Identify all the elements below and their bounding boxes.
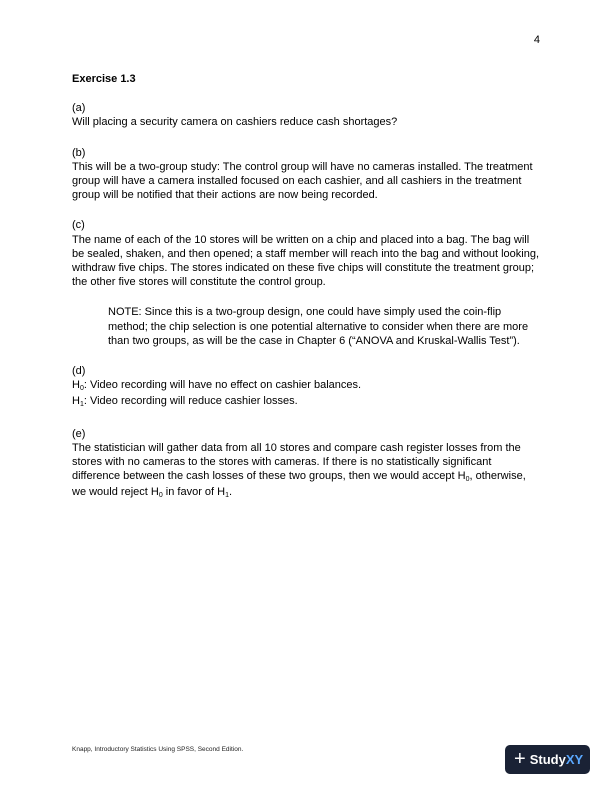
exercise-title: Exercise 1.3 — [72, 73, 136, 85]
section-d — [72, 364, 542, 411]
section-e-text-part4: . — [229, 486, 233, 499]
h1-subscript: 1 — [79, 401, 84, 409]
section-c-note: NOTE: Since this is a two-group design, one could have simply used the coin-flip method; the chip selection is one potential alternative to consider when there are more than two groups, as will be the case in Chapter 6 (“ANOVA and Kruskal-Wallis Test”). — [108, 306, 529, 347]
h1-symbol: H — [72, 395, 80, 408]
section-a-text: Will placing a security camera on cashiers reduce cash shortages? — [72, 116, 398, 129]
brand-main: Study — [529, 752, 566, 767]
section-e-label: (e) — [72, 427, 86, 440]
section-b — [72, 146, 542, 203]
section-b-label: (b) — [72, 146, 86, 159]
h0-text: : Video recording will have no effect on cashier balances. — [83, 379, 362, 392]
section-e-sub1: 0 — [465, 476, 470, 484]
document-body — [72, 72, 542, 502]
null-hypothesis — [72, 378, 542, 394]
section-d-label: (d) — [72, 365, 86, 378]
section-e-text-part3: in favor of H — [162, 486, 226, 499]
section-e-sub2: 0 — [158, 492, 163, 500]
brand-accent: XY — [565, 752, 584, 767]
section-a-label: (a) — [72, 102, 86, 115]
section-e-text-part2: , otherwise, we would reject H — [72, 470, 526, 499]
section-e-sub3: 1 — [225, 492, 229, 500]
section-c-text: The name of each of the 10 stores will be written on a chip and placed into a bag. The bag will be sealed, shaken, and then opened; a staff member will reach into the bag and without looking, withdraw five chips. The stores indicated on these five chips will constitute the treatment group; the other five stores will constitute the control group. — [72, 233, 539, 289]
h1-text: : Video recording will reduce cashier losses. — [83, 395, 298, 408]
footer-citation: Knapp, Introductory Statistics Using SPSS, Second Edition. — [72, 746, 244, 753]
studyxy-badge[interactable] — [505, 745, 590, 774]
section-b-text: This will be a two-group study: The control group will have no cameras installed. The treatment group will have a camera installed focused on each cashier, and all cashiers in the treatment group will be notified that their actions are now being recorded. — [72, 160, 533, 202]
section-a — [72, 101, 542, 129]
section-c — [72, 218, 542, 348]
alternative-hypothesis — [72, 394, 542, 410]
h0-symbol: H — [72, 379, 80, 392]
h0-subscript: 0 — [79, 385, 84, 393]
section-e — [72, 427, 542, 502]
brand-name — [530, 752, 583, 767]
page-number: 4 — [533, 34, 540, 46]
plus-icon: + — [514, 747, 526, 770]
section-c-label: (c) — [72, 219, 85, 232]
section-e-text-part1: The statistician will gather data from all 10 stores and compare cash register losses from the stores with no cameras to the stores with cameras. If there is no statistically significant difference between the cash losses of these two groups, then we would accept H — [72, 441, 521, 483]
section-e-text — [72, 441, 542, 502]
